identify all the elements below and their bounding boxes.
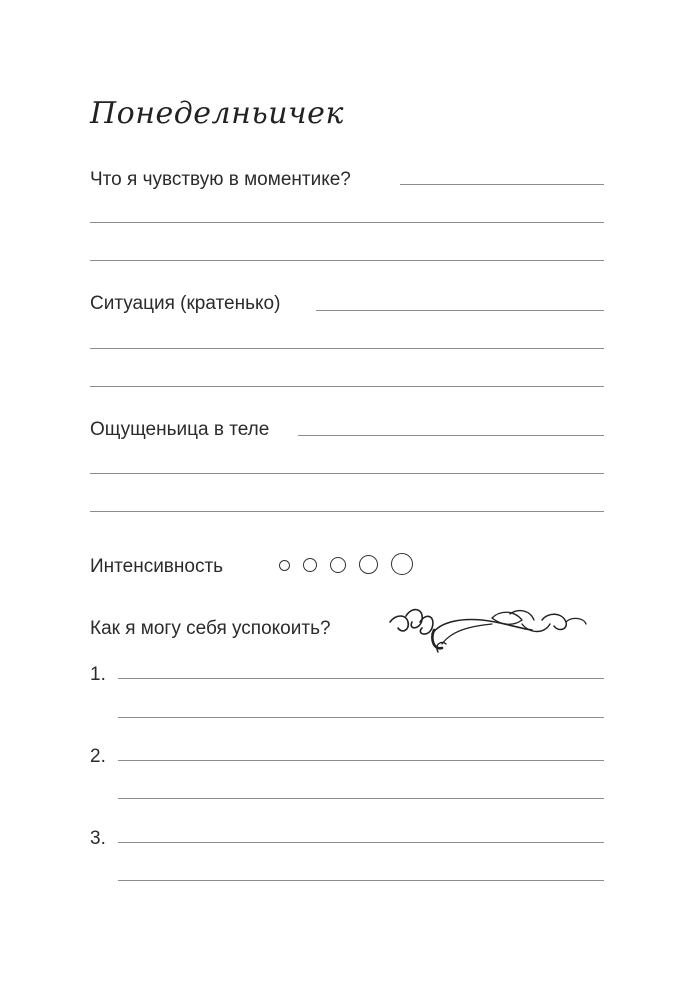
intensity-circle-5[interactable] [391,553,413,575]
answer-line-calm-2a[interactable] [118,760,604,761]
answer-line-calm-3a[interactable] [118,842,604,843]
intensity-circle-2[interactable] [303,558,317,572]
floral-flourish-icon [382,600,592,660]
answer-line-feeling-2[interactable] [90,222,604,223]
intensity-label: Интенсивность [90,556,224,577]
answer-line-situation-1[interactable] [316,310,604,311]
answer-line-calm-3b[interactable] [118,880,604,881]
question-body: Ощущеньица в теле [90,419,270,440]
question-feeling: Что я чувствую в моментике? [90,169,351,190]
answer-line-calm-1b[interactable] [118,717,604,718]
list-item-number: 1. [90,664,106,685]
question-situation: Ситуация (кратенько) [90,293,281,314]
intensity-circle-1[interactable] [279,560,290,571]
answer-line-body-2[interactable] [90,473,604,474]
answer-line-situation-3[interactable] [90,386,604,387]
answer-line-body-3[interactable] [90,511,604,512]
answer-line-feeling-3[interactable] [90,260,604,261]
answer-line-body-1[interactable] [298,435,604,436]
answer-line-calm-1a[interactable] [118,678,604,679]
page-title: Понеделньичек [90,96,344,131]
answer-line-situation-2[interactable] [90,348,604,349]
list-item-number: 2. [90,746,106,767]
list-item-number: 3. [90,828,106,849]
intensity-circle-3[interactable] [330,557,346,573]
answer-line-calm-2b[interactable] [118,798,604,799]
question-calm: Как я могу себя успокоить? [90,618,331,639]
answer-line-feeling-1[interactable] [400,184,604,185]
intensity-circle-4[interactable] [359,555,378,574]
